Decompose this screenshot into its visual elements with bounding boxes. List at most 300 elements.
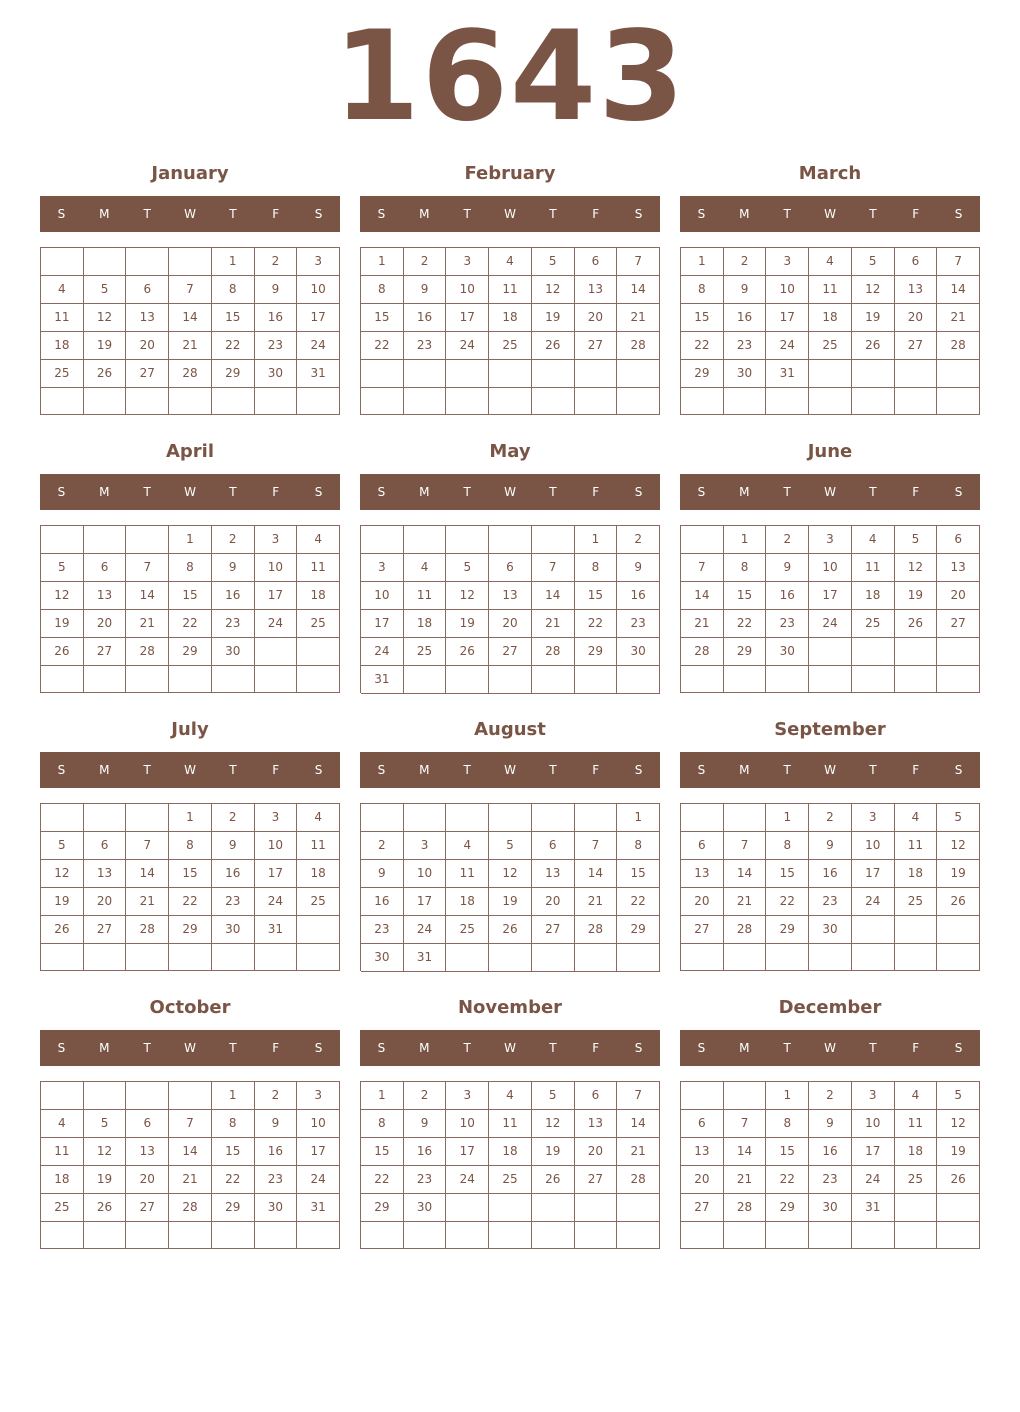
day-cell: 3 [809,526,852,554]
empty-cell [84,248,127,276]
weekday-label: S [634,485,643,499]
empty-cell [895,360,938,388]
day-cell: 11 [895,832,938,860]
weekday-label: T [869,207,877,221]
weekday-label: M [99,485,110,499]
empty-cell [681,666,724,693]
empty-cell [361,1222,404,1249]
weekday-label: T [143,763,151,777]
day-cell: 31 [297,360,340,388]
day-cell: 5 [446,554,489,582]
day-cell: 26 [937,888,980,916]
day-cell: 31 [255,916,298,944]
day-cell: 12 [852,276,895,304]
day-cell: 26 [489,916,532,944]
day-cell: 27 [575,1166,618,1194]
day-cell: 3 [404,832,447,860]
day-cell: 29 [212,360,255,388]
empty-cell [84,804,127,832]
day-cell: 15 [212,1138,255,1166]
empty-cell [41,944,84,971]
day-cell: 6 [895,248,938,276]
day-cell: 16 [404,304,447,332]
empty-cell [404,526,447,554]
day-cell: 11 [446,860,489,888]
weekday-label: T [783,485,791,499]
day-cell: 25 [489,332,532,360]
day-cell: 1 [724,526,767,554]
empty-cell [41,1222,84,1249]
day-cell: 26 [84,360,127,388]
day-cell: 22 [361,1166,404,1194]
day-cell: 1 [361,248,404,276]
day-cell: 27 [84,916,127,944]
day-cell: 16 [212,860,255,888]
empty-cell [404,1222,447,1249]
day-cell: 23 [212,610,255,638]
empty-cell [809,638,852,666]
day-cell: 7 [126,554,169,582]
empty-cell [489,666,532,694]
empty-cell [575,804,618,832]
day-cell: 3 [446,248,489,276]
day-cell: 17 [361,610,404,638]
day-cell: 4 [489,248,532,276]
day-cell: 21 [937,304,980,332]
day-cell: 5 [84,276,127,304]
weekday-label: W [504,207,516,221]
empty-cell [489,1222,532,1249]
empty-cell [617,1194,660,1222]
weekday-label: T [463,207,471,221]
empty-cell [724,388,767,415]
day-cell: 4 [446,832,489,860]
day-cell: 30 [617,638,660,666]
day-cell: 5 [895,526,938,554]
day-cell: 22 [361,332,404,360]
day-cell: 17 [404,888,447,916]
day-cell: 30 [212,916,255,944]
year-title: 1643 [333,5,687,149]
empty-cell [681,388,724,415]
weekday-label: S [57,485,66,499]
day-cell: 1 [766,804,809,832]
empty-cell [297,944,340,971]
day-cell: 27 [489,638,532,666]
empty-cell [895,916,938,944]
empty-cell [404,666,447,694]
empty-cell [809,944,852,971]
day-cell: 12 [937,1110,980,1138]
day-cell: 21 [126,888,169,916]
weekday-label: F [272,1041,280,1055]
month-name: August [474,719,546,740]
day-cell: 14 [724,1138,767,1166]
day-cell: 13 [489,582,532,610]
day-cell: 27 [681,916,724,944]
day-cell: 12 [532,276,575,304]
day-cell: 4 [297,526,340,554]
empty-cell [681,1222,724,1249]
day-cell: 2 [617,526,660,554]
empty-cell [724,1222,767,1249]
day-cell: 11 [852,554,895,582]
empty-cell [297,638,340,666]
weekday-label: M [739,207,750,221]
empty-cell [169,944,212,971]
empty-cell [575,360,618,388]
weekday-label: S [57,1041,66,1055]
weekday-label: T [463,485,471,499]
day-grid [40,803,340,971]
empty-cell [852,360,895,388]
day-cell: 28 [681,638,724,666]
day-cell: 17 [809,582,852,610]
day-cell: 23 [404,332,447,360]
day-cell: 6 [681,1110,724,1138]
day-cell: 26 [41,638,84,666]
empty-cell [489,944,532,972]
empty-cell [489,360,532,388]
day-cell: 8 [361,276,404,304]
weekday-label: F [912,485,920,499]
day-cell: 24 [361,638,404,666]
empty-cell [361,526,404,554]
weekday-label: T [229,763,237,777]
day-cell: 21 [169,332,212,360]
day-cell: 9 [809,1110,852,1138]
day-cell: 8 [212,1110,255,1138]
weekday-label: T [143,1041,151,1055]
month-name: July [171,719,209,740]
weekday-header [40,752,340,788]
weekday-label: S [377,485,386,499]
day-cell: 19 [895,582,938,610]
day-cell: 13 [84,582,127,610]
day-cell: 13 [895,276,938,304]
day-cell: 30 [255,360,298,388]
day-cell: 11 [41,1138,84,1166]
day-cell: 13 [681,1138,724,1166]
day-cell: 27 [937,610,980,638]
day-cell: 30 [404,1194,447,1222]
empty-cell [404,804,447,832]
weekday-label: T [869,1041,877,1055]
day-cell: 21 [617,1138,660,1166]
day-cell: 10 [297,1110,340,1138]
day-cell: 24 [446,332,489,360]
empty-cell [255,666,298,693]
day-cell: 28 [126,916,169,944]
day-grid [360,525,660,693]
day-cell: 2 [404,248,447,276]
day-cell: 13 [681,860,724,888]
day-cell: 28 [169,360,212,388]
day-cell: 14 [937,276,980,304]
day-cell: 31 [404,944,447,972]
empty-cell [255,1222,298,1249]
weekday-header [680,196,980,232]
empty-cell [809,666,852,693]
weekday-label: M [419,485,430,499]
weekday-label: T [869,763,877,777]
day-cell: 13 [126,304,169,332]
empty-cell [681,1082,724,1110]
day-cell: 3 [446,1082,489,1110]
day-cell: 17 [446,304,489,332]
day-cell: 10 [446,1110,489,1138]
empty-cell [297,916,340,944]
empty-cell [852,1222,895,1249]
day-cell: 20 [489,610,532,638]
empty-cell [84,526,127,554]
empty-cell [575,1194,618,1222]
empty-cell [255,944,298,971]
day-cell: 2 [766,526,809,554]
day-cell: 15 [361,1138,404,1166]
weekday-header [680,752,980,788]
day-cell: 7 [681,554,724,582]
day-cell: 27 [532,916,575,944]
empty-cell [169,666,212,693]
weekday-label: F [272,763,280,777]
day-cell: 11 [895,1110,938,1138]
weekday-label: S [697,485,706,499]
day-cell: 9 [212,832,255,860]
day-cell: 16 [255,1138,298,1166]
day-cell: 27 [126,360,169,388]
day-cell: 25 [446,916,489,944]
day-cell: 28 [575,916,618,944]
day-cell: 24 [766,332,809,360]
day-cell: 2 [404,1082,447,1110]
day-cell: 19 [532,304,575,332]
day-cell: 29 [575,638,618,666]
day-cell: 15 [169,860,212,888]
day-cell: 12 [84,304,127,332]
weekday-label: W [824,207,836,221]
day-cell: 10 [852,1110,895,1138]
empty-cell [575,388,618,416]
empty-cell [126,666,169,693]
weekday-label: S [377,207,386,221]
day-cell: 27 [895,332,938,360]
day-cell: 10 [766,276,809,304]
day-cell: 28 [126,638,169,666]
empty-cell [937,916,980,944]
day-cell: 23 [404,1166,447,1194]
day-cell: 3 [297,1082,340,1110]
day-cell: 26 [532,1166,575,1194]
day-cell: 15 [575,582,618,610]
weekday-label: S [697,207,706,221]
day-grid [40,1081,340,1249]
day-cell: 4 [297,804,340,832]
day-grid [40,525,340,693]
day-cell: 2 [361,832,404,860]
day-cell: 13 [532,860,575,888]
empty-cell [532,360,575,388]
month-name: March [798,163,862,184]
day-cell: 16 [809,860,852,888]
month-name: September [774,719,886,740]
weekday-label: T [143,207,151,221]
weekday-label: M [419,1041,430,1055]
day-grid [680,1081,980,1249]
day-cell: 14 [169,304,212,332]
weekday-label: F [272,207,280,221]
day-cell: 20 [937,582,980,610]
empty-cell [532,526,575,554]
day-cell: 14 [617,276,660,304]
weekday-label: T [783,207,791,221]
empty-cell [937,944,980,971]
weekday-label: W [824,1041,836,1055]
day-cell: 28 [617,332,660,360]
weekday-header [360,752,660,788]
day-cell: 25 [852,610,895,638]
empty-cell [212,666,255,693]
empty-cell [446,804,489,832]
empty-cell [617,1222,660,1249]
empty-cell [532,1194,575,1222]
empty-cell [446,526,489,554]
empty-cell [852,666,895,693]
day-cell: 11 [297,832,340,860]
day-cell: 2 [212,526,255,554]
weekday-label: F [592,1041,600,1055]
day-cell: 15 [766,1138,809,1166]
weekday-header [360,196,660,232]
day-cell: 17 [852,860,895,888]
day-cell: 2 [255,1082,298,1110]
day-cell: 20 [532,888,575,916]
weekday-label: S [377,763,386,777]
day-cell: 18 [41,332,84,360]
day-cell: 6 [681,832,724,860]
day-cell: 31 [361,666,404,694]
day-cell: 2 [255,248,298,276]
weekday-label: W [184,485,196,499]
day-cell: 19 [84,1166,127,1194]
day-cell: 9 [212,554,255,582]
empty-cell [169,1082,212,1110]
day-cell: 8 [617,832,660,860]
weekday-label: T [549,485,557,499]
day-cell: 18 [852,582,895,610]
empty-cell [532,804,575,832]
day-cell: 26 [41,916,84,944]
day-cell: 11 [489,1110,532,1138]
day-cell: 26 [84,1194,127,1222]
weekday-label: W [184,763,196,777]
empty-cell [575,944,618,972]
empty-cell [84,944,127,971]
day-grid [680,525,980,693]
day-cell: 21 [126,610,169,638]
empty-cell [617,666,660,694]
day-cell: 7 [617,248,660,276]
day-cell: 10 [446,276,489,304]
empty-cell [169,1222,212,1249]
day-cell: 7 [617,1082,660,1110]
day-cell: 6 [126,1110,169,1138]
day-cell: 21 [724,1166,767,1194]
day-cell: 20 [84,888,127,916]
day-cell: 4 [809,248,852,276]
day-cell: 18 [809,304,852,332]
day-cell: 9 [255,1110,298,1138]
weekday-header [40,196,340,232]
day-cell: 23 [617,610,660,638]
day-cell: 24 [255,610,298,638]
month-name: February [464,163,556,184]
day-cell: 30 [255,1194,298,1222]
day-cell: 24 [255,888,298,916]
weekday-label: T [869,485,877,499]
weekday-label: S [954,1041,963,1055]
day-cell: 10 [297,276,340,304]
weekday-label: W [504,763,516,777]
empty-cell [169,388,212,415]
day-cell: 29 [212,1194,255,1222]
day-cell: 22 [681,332,724,360]
day-cell: 16 [809,1138,852,1166]
weekday-label: W [824,485,836,499]
empty-cell [489,526,532,554]
day-cell: 23 [255,1166,298,1194]
day-cell: 18 [489,304,532,332]
day-cell: 16 [255,304,298,332]
empty-cell [852,388,895,415]
day-cell: 22 [169,888,212,916]
day-cell: 14 [126,860,169,888]
weekday-label: S [634,1041,643,1055]
day-cell: 14 [617,1110,660,1138]
day-cell: 27 [84,638,127,666]
day-cell: 8 [724,554,767,582]
weekday-label: F [272,485,280,499]
day-cell: 17 [852,1138,895,1166]
day-cell: 25 [41,1194,84,1222]
day-cell: 22 [766,888,809,916]
empty-cell [937,666,980,693]
day-grid [40,247,340,415]
day-cell: 27 [681,1194,724,1222]
day-cell: 30 [361,944,404,972]
day-cell: 26 [937,1166,980,1194]
empty-cell [212,1222,255,1249]
empty-cell [84,666,127,693]
day-cell: 19 [852,304,895,332]
day-cell: 7 [169,1110,212,1138]
day-cell: 5 [532,1082,575,1110]
day-cell: 12 [532,1110,575,1138]
day-cell: 22 [617,888,660,916]
day-cell: 18 [489,1138,532,1166]
day-cell: 21 [681,610,724,638]
day-cell: 3 [361,554,404,582]
day-cell: 12 [895,554,938,582]
day-cell: 6 [532,832,575,860]
empty-cell [617,360,660,388]
day-cell: 21 [724,888,767,916]
day-cell: 11 [809,276,852,304]
empty-cell [937,638,980,666]
weekday-label: W [504,1041,516,1055]
day-cell: 1 [169,804,212,832]
empty-cell [489,388,532,416]
